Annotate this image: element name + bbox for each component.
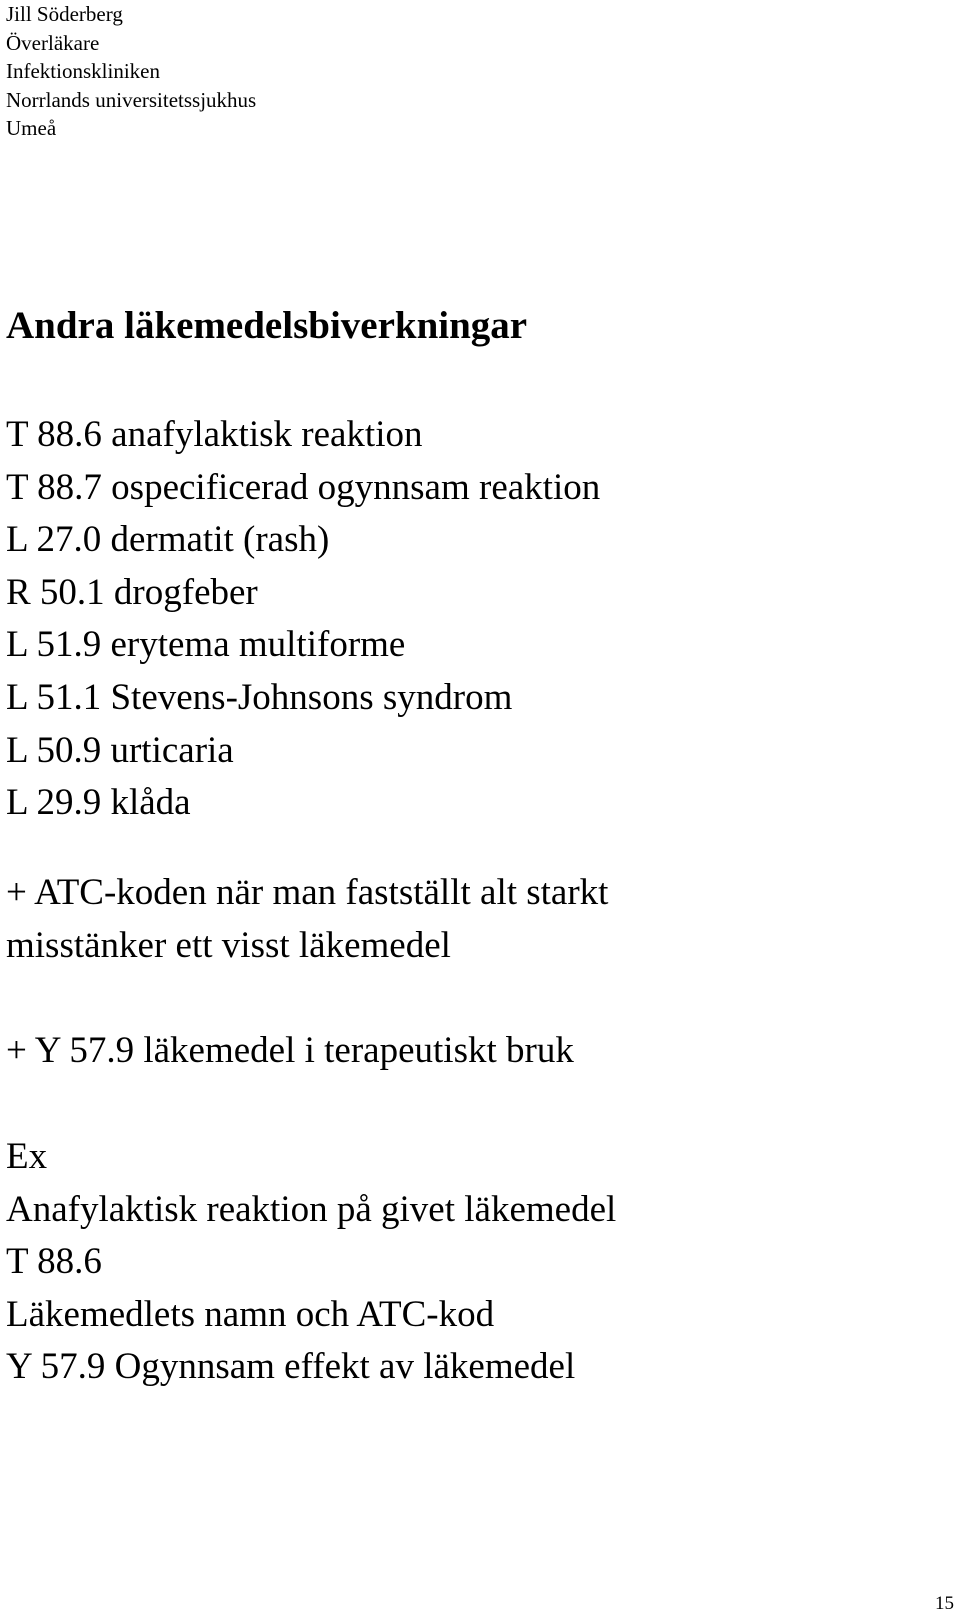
page-title: Andra läkemedelsbiverkningar xyxy=(6,304,528,347)
author-hospital: Norrlands universitetssjukhus xyxy=(6,87,257,112)
code-item: L 51.9 erytema multiforme xyxy=(6,624,406,666)
example-line: Läkemedlets namn och ATC-kod xyxy=(6,1293,495,1335)
code-item: L 50.9 urticaria xyxy=(6,729,234,771)
code-item: L 27.0 dermatit (rash) xyxy=(6,519,330,561)
code-item: T 88.7 ospecificerad ogynnsam reaktion xyxy=(6,466,601,508)
y-code-note xyxy=(6,1025,574,1078)
example-line: Anafylaktisk reaktion på givet läkemedel xyxy=(6,1188,617,1230)
atc-note xyxy=(6,867,608,972)
author-block xyxy=(6,0,256,143)
code-item: T 88.6 anafylaktisk reaktion xyxy=(6,414,423,455)
example-line: Y 57.9 Ogynnsam effekt av läkemedel xyxy=(6,1346,576,1388)
author-role: Överläkare xyxy=(6,30,100,55)
atc-note-line: + ATC-koden när man fastställt alt starkt xyxy=(6,872,609,913)
code-item: L 29.9 klåda xyxy=(6,782,191,824)
example-label: Ex xyxy=(6,1136,48,1177)
author-city: Umeå xyxy=(6,116,57,140)
code-item: L 51.1 Stevens-Johnsons syndrom xyxy=(6,676,513,718)
y-code-note-line: + Y 57.9 läkemedel i terapeutiskt bruk xyxy=(6,1030,574,1071)
diagnosis-code-list xyxy=(6,409,600,830)
author-department: Infektionskliniken xyxy=(6,59,160,83)
page-number: 15 xyxy=(935,1593,954,1614)
example-line: T 88.6 xyxy=(6,1241,102,1283)
atc-note-line: misstänker ett visst läkemedel xyxy=(6,924,451,966)
author-name: Jill Söderberg xyxy=(6,2,123,26)
example-block xyxy=(6,1131,616,1394)
code-item: R 50.1 drogfeber xyxy=(6,571,258,613)
